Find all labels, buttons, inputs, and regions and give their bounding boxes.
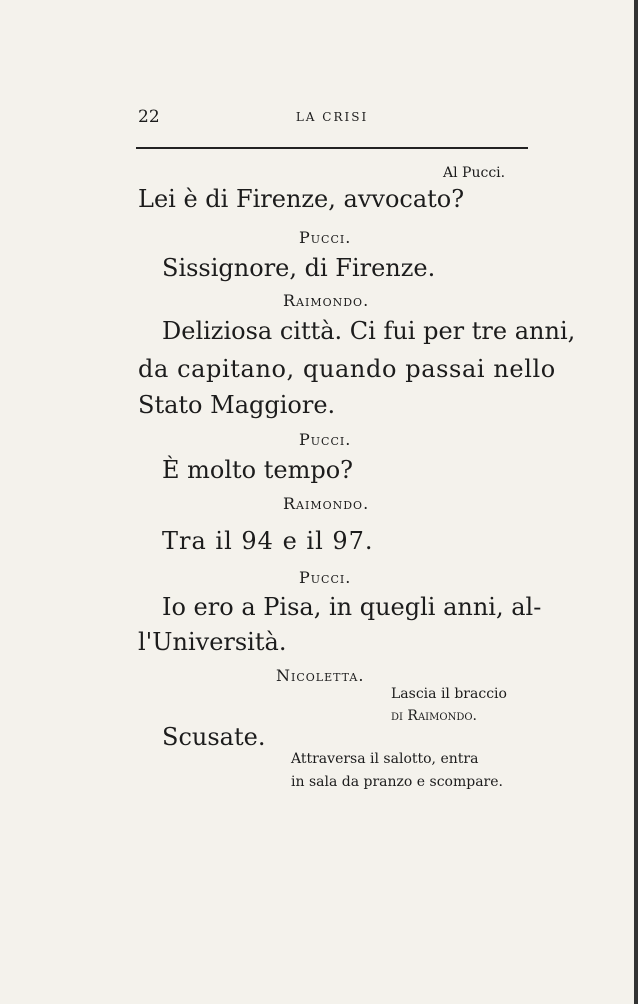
speaker-name: Raimondo. <box>283 291 370 310</box>
running-title: LA CRISI <box>295 110 369 124</box>
dialogue-line: Tra il 94 e il 97. <box>162 527 374 555</box>
stage-direction: in sala da pranzo e scompare. <box>291 774 503 790</box>
dialogue-line: da capitano, quando passai nello <box>138 355 556 383</box>
dialogue-line: Lei è di Firenze, avvocato? <box>138 185 465 213</box>
page-edge-shadow <box>634 0 638 1004</box>
speaker-name: Pucci. <box>299 228 352 247</box>
speaker-name: Pucci. <box>299 430 352 449</box>
dialogue-line: È molto tempo? <box>162 456 354 484</box>
speaker-name: Raimondo. <box>283 494 370 513</box>
dialogue-line: l'Università. <box>138 628 287 656</box>
dialogue-line: Io ero a Pisa, in quegli anni, al- <box>162 593 542 621</box>
speaker-name: Nicoletta. <box>276 666 365 685</box>
dialogue-line: Stato Maggiore. <box>138 391 336 419</box>
stage-direction: Al Pucci. <box>443 165 506 181</box>
stage-direction: Attraversa il salotto, entra <box>291 751 479 767</box>
page-header <box>138 107 526 131</box>
header-rule <box>136 147 528 149</box>
dialogue-line: Scusate. <box>162 723 266 751</box>
speaker-name: Pucci. <box>299 568 352 587</box>
page-number: 22 <box>138 107 160 127</box>
stage-direction: di Raimondo. <box>391 708 477 724</box>
stage-direction: Lascia il braccio <box>391 686 507 702</box>
dialogue-line: Sissignore, di Firenze. <box>162 254 436 282</box>
dialogue-line: Deliziosa città. Ci fui per tre anni, <box>162 317 576 345</box>
